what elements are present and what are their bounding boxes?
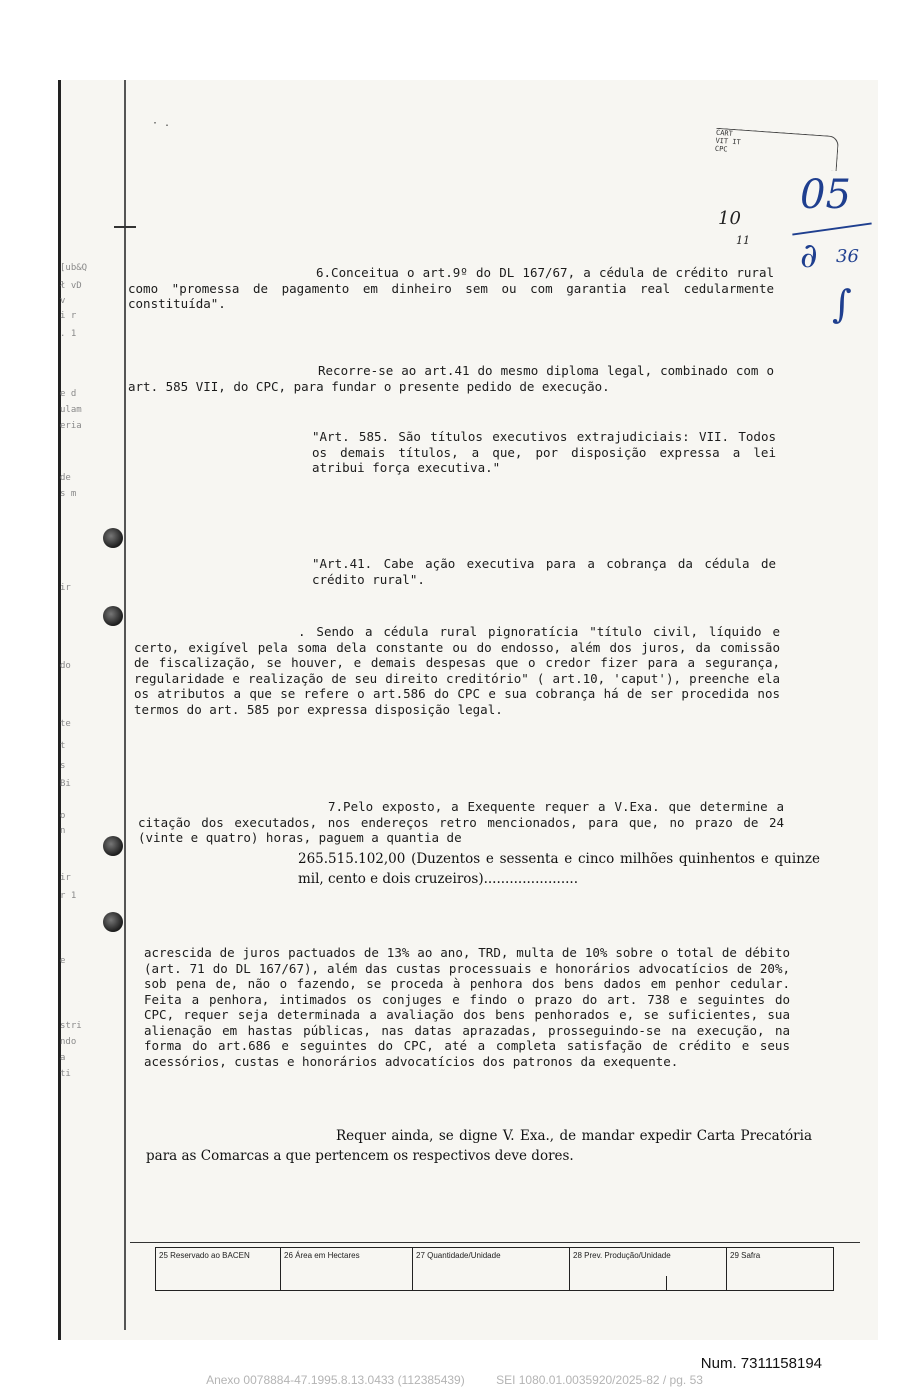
speck-mark: · . — [152, 118, 171, 129]
margin-fragment: eria — [60, 421, 82, 431]
sei-reference: SEI 1080.01.0035920/2025-82 / pg. 53 — [496, 1373, 703, 1387]
margin-fragment: [ub&Q — [60, 263, 88, 273]
margin-fragment: r 1 — [60, 891, 77, 901]
margin-fragment: stri — [60, 1021, 82, 1031]
paragraph-recorre: Recorre-se ao art.41 do mesmo diploma legal, combinado com o art. 585 VII, do CPC, para fundar o presente pedido de execução. — [128, 363, 774, 394]
margin-fragment: e — [60, 956, 66, 966]
margin-fragment: ł vD — [60, 281, 82, 291]
paragraph-acrescida: acrescida de juros pactuados de 13% ao ano, TRD, multa de 10% sobre o total de débito (art. 71 do DL 167/67), além das custas processuais e honorários advocatícios de 20%, sob pena de, não o fazendo, se proceda à penhora dos bens dados em penhor cedular. Feita a penhora, intimados os conjuges e findo o prazo do art. 738 e seguintes do CPC, requer seja determinada a avaliação dos bens penhorados e, se suficientes, sua alienação em hastas públicas, nas datas aprazadas, prosseguindo-se na execução, na forma do art.686 e seguintes do CPC, até a completa satisfação de crédito e seus acessórios, custas e honorários advocatícios dos patronos da exequente. — [144, 945, 790, 1069]
punch-hole — [103, 836, 123, 856]
field-area — [281, 1248, 413, 1290]
amount-text: 265.515.102,00 (Duzentos e sessenta e cinco milhões quinhentos e quinze mil, cento e dois cruzeiros)...................... — [298, 851, 820, 887]
stamp-line: CPC — [714, 144, 728, 154]
form-fields-row — [155, 1247, 834, 1291]
margin-fragment: ulam — [60, 405, 82, 415]
margin-fragment: Bi — [60, 779, 71, 789]
stamp-line: VIT IT — [715, 136, 741, 147]
field-label: 26 Área em Hectares — [284, 1251, 360, 1260]
field-prev-producao — [570, 1248, 727, 1290]
tick-mark — [114, 226, 136, 228]
punch-hole — [103, 528, 123, 548]
field-label: 29 Safra — [730, 1251, 761, 1260]
margin-fragment: ir — [60, 583, 71, 593]
field-label: 27 Quantidade/Unidade — [416, 1251, 501, 1260]
paragraph-sendo: . Sendo a cédula rural pignoratícia "título civil, líquido e certo, exigível pela soma dela constante ou do endosso, além dos juros, da comissão de fiscalização, se houver, e demais despesas que o credor fizer para a segurança, regularidade e realização de seu direito creditório" ( art.10, 'caput'), preenche ela os atributos a que se refere o art.586 do CPC e sua cobrança há de ser procedida nos termos do art. 585 por expressa disposição legal. — [134, 624, 780, 717]
handwritten-initials-sub: 11 — [736, 234, 750, 247]
handwritten-sub-number: 36 — [836, 246, 859, 267]
field-divider-tick — [666, 1276, 667, 1290]
margin-fragment: v — [60, 296, 66, 306]
margin-fragment: de — [60, 473, 71, 483]
margin-fragment: i r — [60, 311, 77, 321]
punch-hole — [103, 912, 123, 932]
field-safra — [727, 1248, 831, 1290]
quote-art-585: "Art. 585. São títulos executivos extrajudiciais: VII. Todos os demais títulos, a que, por disposição expressa a lei atribui força executiva." — [312, 429, 776, 475]
handwritten-signature: ∫ — [832, 282, 852, 326]
field-label: 28 Prev. Produção/Unidade — [573, 1251, 671, 1260]
footer-reference — [0, 1373, 909, 1387]
handwritten-stroke: ∂ — [800, 236, 818, 276]
margin-fragment: e d — [60, 389, 77, 399]
paragraph-conceitua: 6.Conceitua o art.9º do DL 167/67, a cédula de crédito rural como "promessa de pagamento em dinheiro sem ou com garantia real cedularmente constituída". — [128, 265, 774, 311]
margin-fragment: ndo — [60, 1037, 77, 1047]
margin-fragment: ti — [60, 1069, 71, 1079]
quote-art-41: "Art.41. Cabe ação executiva para a cobrança da cédula de crédito rural". — [312, 556, 776, 587]
paragraph-pelo-exposto: 7.Pelo exposto, a Exequente requer a V.Exa. que determine a citação dos executados, nos endereços retro mencionados, para que, no prazo de 24 (vinte e quatro) horas, paguem a quantia de — [138, 799, 784, 845]
margin-fragment: o — [60, 811, 66, 821]
paragraph-requer-ainda: Requer ainda, se digne V. Exa., de mandar expedir Carta Precatória para as Comarcas a que pertencem os respectivos deve dores. — [146, 1128, 812, 1164]
handwritten-initials: 10 — [718, 208, 741, 229]
stamp-line: CART — [715, 128, 734, 138]
anexo-reference: Anexo 0078884-47.1995.8.13.0433 (112385439) — [206, 1373, 465, 1387]
form-top-rule — [130, 1242, 860, 1243]
document-number: Num. 7311158194 — [700, 1355, 822, 1372]
amount-line — [298, 849, 820, 889]
margin-fragment: n — [60, 826, 66, 836]
margin-fragment: s — [60, 761, 66, 771]
margin-fragment: t — [60, 741, 66, 751]
margin-fragment: . 1 — [60, 329, 77, 339]
margin-fragment: te — [60, 719, 71, 729]
field-label: 25 Reservado ao BACEN — [159, 1251, 250, 1260]
margin-fragment: a — [60, 1053, 66, 1063]
margin-fragment: ir — [60, 873, 71, 883]
margin-fragment: s m — [60, 489, 77, 499]
punch-hole — [103, 606, 123, 626]
field-bacen — [156, 1248, 281, 1290]
field-quantidade — [413, 1248, 570, 1290]
handwritten-page-number: 05 — [800, 172, 851, 218]
margin-line — [124, 80, 126, 1330]
margin-fragment: do — [60, 661, 71, 671]
